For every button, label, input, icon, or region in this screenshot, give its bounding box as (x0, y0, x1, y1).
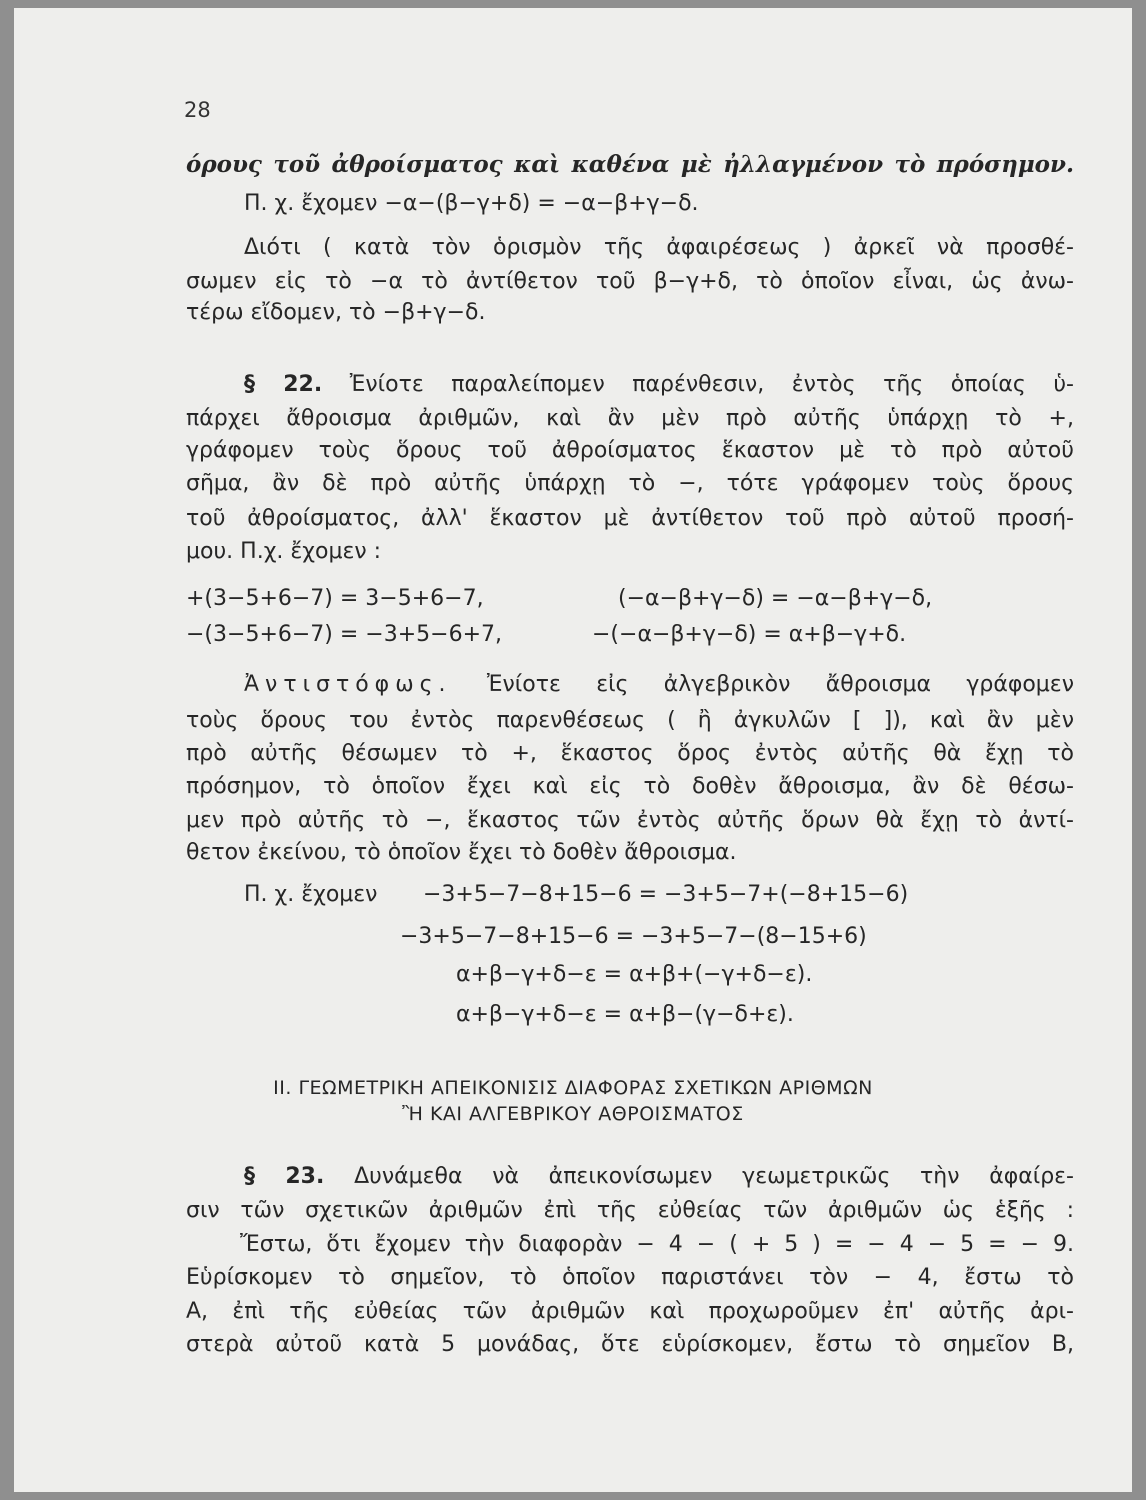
text-line: μου. Π.χ. ἔχομεν : (186, 539, 382, 564)
section-heading-line: II. ΓΕΩΜΕΤΡΙΚΗ ΑΠΕΙΚΟΝΙΣΙΣ ΔΙΑΦΟΡΑΣ ΣΧΕΤΙΚΩΝ ΑΡΙΘΜΩΝ (273, 1077, 873, 1099)
math-example: −(−α−β+γ−δ) = α+β−γ+δ. (592, 622, 907, 647)
text-line: γράφομεν τοὺς ὅρους τοῦ ἀθροίσματος ἕκαστον μὲ τὸ πρὸ αὐτοῦ (186, 438, 1074, 463)
text-line: μεν πρὸ αὐτῆς τὸ −, ἕκαστος τῶν ἐντὸς αὐτῆς ὅρων θὰ ἔχῃ τὸ ἀντί- (186, 808, 1074, 833)
text-line: Π. χ. ἔχομεν −α−(β−γ+δ) = −α−β+γ−δ. (244, 191, 699, 216)
text-line: σῆμα, ἂν δὲ πρὸ αὐτῆς ὑπάρχῃ τὸ −, τότε γράφομεν τοὺς ὅρους (186, 471, 1074, 496)
text-line: Ἔστω, ὅτι ἔχομεν τὴν διαφορὰν − 4 − ( + 5 ) = − 4 − 5 = − 9. (240, 1232, 1074, 1257)
math-example: α+β−γ+δ−ε = α+β+(−γ+δ−ε). (456, 962, 813, 987)
text-line: θετον ἐκείνου, τὸ ὁποῖον ἔχει τὸ δοθὲν ἄθροισμα. (186, 840, 737, 865)
text-line: Α, ἐπὶ τῆς εὐθείας τῶν ἀριθμῶν καὶ προχωροῦμεν ἐπ' αὐτῆς ἀρι- (186, 1299, 1074, 1324)
section-mark: § 22. (244, 372, 323, 397)
paragraph-23-first-line (244, 1162, 1074, 1192)
text-line: στερὰ αὐτοῦ κατὰ 5 μονάδας, ὅτε εὑρίσκομεν, ἔστω τὸ σημεῖον Β, (186, 1332, 1074, 1357)
page-number: 28 (184, 98, 211, 122)
paragraph-22-first-line (244, 370, 1074, 400)
text-span: Ἐνίοτε εἰς ἀλγεβρικὸν ἄθροισμα γράφομεν (451, 672, 1074, 697)
text-line: Διότι ( κατὰ τὸν ὁρισμὸν τῆς ἀφαιρέσεως ) ἀρκεῖ νὰ προσθέ- (244, 235, 1074, 260)
text-line: πρόσημον, τὸ ὁποῖον ἔχει καὶ εἰς τὸ δοθὲν ἄθροισμα, ἂν δὲ θέσω- (186, 774, 1074, 799)
section-heading-line: Ἢ ΚΑΙ ΑΛΓΕΒΡΙΚΟΥ ΑΘΡΟΙΣΜΑΤΟΣ (402, 1103, 744, 1125)
converse-first-line (244, 670, 1074, 700)
text-line: τέρω εἴδομεν, τὸ −β+γ−δ. (186, 300, 486, 325)
text-span: Δυνάμεθα νὰ ἀπεικονίσωμεν γεωμετρικῶς τὴν ἀφαίρε- (324, 1164, 1074, 1189)
text-line: σωμεν εἰς τὸ −α τὸ ἀντίθετον τοῦ β−γ+δ, τὸ ὁποῖον εἶναι, ὡς ἀνω- (186, 269, 1074, 294)
math-example: −3+5−7−8+15−6 = −3+5−7−(8−15+6) (400, 924, 867, 949)
text-line: Εὑρίσκομεν τὸ σημεῖον, τὸ ὁποῖον παριστάνει τὸν − 4, ἔστω τὸ (186, 1265, 1074, 1290)
text-line: σιν τῶν σχετικῶν ἀριθμῶν ἐπὶ τῆς εὐθείας τῶν ἀριθμῶν ὡς ἑξῆς : (186, 1198, 1074, 1223)
math-example: (−α−β+γ−δ) = −α−β+γ−δ, (618, 586, 933, 611)
text-line: πρὸ αὐτῆς θέσωμεν τὸ +, ἕκαστος ὅρος ἐντὸς αὐτῆς θὰ ἔχῃ τὸ (186, 741, 1074, 766)
text-line: τοὺς ὅρους του ἐντὸς παρενθέσεως ( ἢ ἀγκυλῶν [ ]), καὶ ἂν μὲν (186, 708, 1074, 733)
math-example: −(3−5+6−7) = −3+5−6+7, (186, 622, 503, 647)
example-prefix: Π. χ. ἔχομεν (244, 882, 378, 907)
math-example: +(3−5+6−7) = 3−5+6−7, (186, 586, 484, 611)
text-line: πάρχει ἄθροισμα ἀριθμῶν, καὶ ἂν μὲν πρὸ αὐτῆς ὑπάρχῃ τὸ +, (186, 406, 1074, 431)
math-example: α+β−γ+δ−ε = α+β−(γ−δ+ε). (456, 1002, 794, 1027)
math-example: −3+5−7−8+15−6 = −3+5−7+(−8+15−6) (423, 882, 909, 907)
section-mark: § 23. (244, 1164, 325, 1189)
converse-label: Ἀντιστόφως. (244, 672, 452, 697)
text-line: τοῦ ἀθροίσματος, ἀλλ' ἕκαστον μὲ ἀντίθετον τοῦ πρὸ αὐτοῦ προσή- (186, 506, 1074, 531)
text-line: όρους τοῦ ἀθροίσματος καὶ καθένα μὲ ἠλλαγμένον τὸ πρόσημον. (186, 151, 1074, 178)
text-span: Ἐνίοτε παραλείπομεν παρένθεσιν, ἐντὸς τῆς ὁποίας ὑ- (322, 372, 1074, 397)
